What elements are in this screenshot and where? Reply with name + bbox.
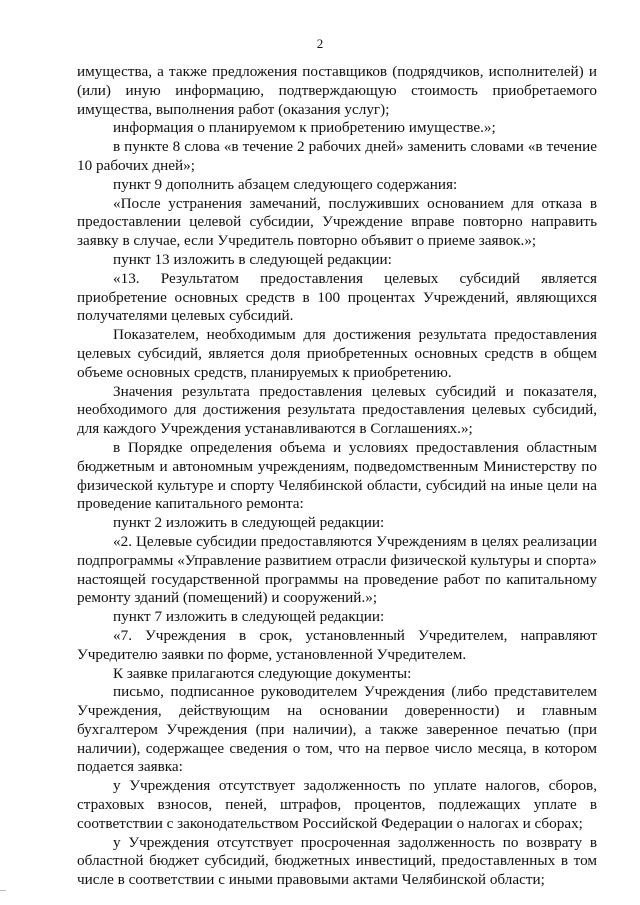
paragraph: «7. Учреждения в срок, установленный Учредителем, направляют Учредителю заявки по форме, установленной Учредителем.	[77, 626, 597, 663]
paragraph: пункт 13 изложить в следующей редакции:	[113, 250, 392, 268]
paragraph: в пункте 8 слова «в течение 2 рабочих дней» заменить словами «в течение 10 рабочих дней»;	[77, 138, 597, 174]
paragraph: «13. Результатом предоставления целевых субсидий является приобретение основных средств в 100 процентах Учреждений, являющихся получателями целевых субсидий.	[77, 269, 597, 325]
paragraph: Значения результата предоставления целевых субсидий и показателя, необходимого для достижения результата предоставления целевых субсидий, для каждого Учреждения устанавливаются в Соглашениях.»;	[77, 382, 597, 438]
paragraph: «2. Целевые субсидии предоставляются Учреждениям в целях реализации подпрограммы «Управление развитием отрасли физической культуры и спорта» настоящей государственной программы на проведение работ по капитальному ремонту зданий (помещений) и сооружений.»;	[77, 532, 597, 607]
paragraph: письмо, подписанное руководителем Учреждения (либо представителем Учреждения, действующим на основании доверенности) и главным бухгалтером Учреждения (при наличии), а также заверенное печатью (при наличии), содержащее сведения о том, что на первое число месяца, в котором подается заявка:	[77, 683, 597, 776]
paragraph: имущества, а также предложения поставщиков (подрядчиков, исполнителей) и (или) иную информацию, подтверждающую стоимость приобретаемого имущества, выполнения работ (оказания услуг);	[77, 63, 597, 118]
paragraph: информация о планируемом к приобретению имуществе.»;	[113, 119, 496, 137]
paragraph: пункт 9 дополнить абзацем следующего содержания:	[113, 175, 458, 193]
paragraph: Показателем, необходимым для достижения результата предоставления целевых субсидий, является доля приобретенных основных средств в общем объеме основных средств, планируемых к приобретению.	[77, 326, 597, 381]
page-number: 2	[316, 36, 324, 51]
paragraph: «После устранения замечаний, послуживших основанием для отказа в предоставлении целевой субсидии, Учреждение вправе повторно направить заявку в случае, если Учредитель повторно объявит о приеме заявок.»;	[77, 194, 597, 250]
paragraph: у Учреждения отсутствует задолженность по уплате налогов, сборов, страховых взносов, пеней, штрафов, процентов, подлежащих уплате в соответствии с законодательством Российской Федерации о налогах и сборах;	[77, 777, 597, 832]
paragraph: в Порядке определения объема и условиях предоставления областным бюджетным и автономным учреждениям, подведомственным Министерству по физической культуре и спорту Челябинской области, субсидий на иные цели на проведение капитального ремонта:	[77, 438, 597, 513]
paragraph: пункт 2 изложить в следующей редакции:	[113, 514, 385, 532]
scan-mark	[0, 890, 6, 891]
document-body	[77, 63, 597, 890]
paragraph: пункт 7 изложить в следующей редакции:	[113, 608, 385, 626]
paragraph: К заявке прилагаются следующие документы:	[113, 664, 412, 682]
paragraph: у Учреждения отсутствует просроченная задолженность по возврату в областной бюджет субсидий, бюджетных инвестиций, предоставленных в том числе в соответствии с иными правовыми актами Челябинской области;	[77, 833, 597, 889]
